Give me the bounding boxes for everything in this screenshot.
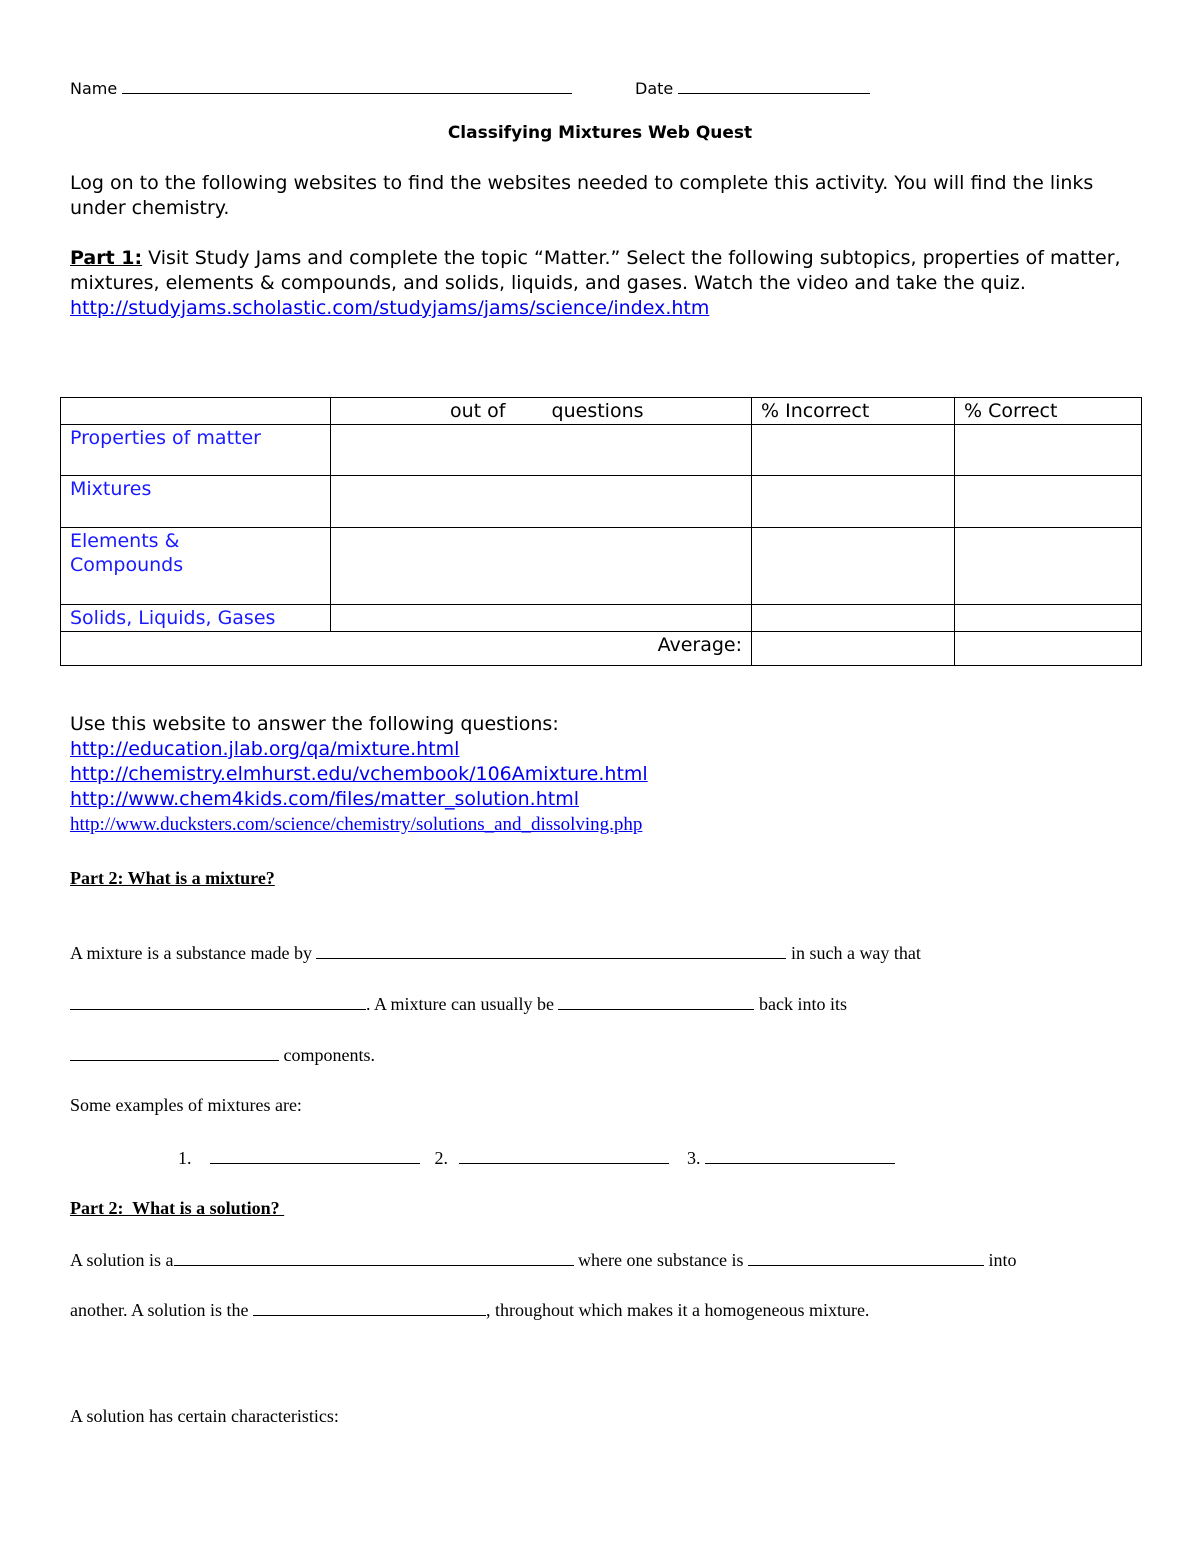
part2-mixture-heading: Part 2: What is a mixture?	[70, 868, 275, 888]
table-row	[61, 605, 1142, 632]
correct-input-cell[interactable]	[955, 528, 1142, 605]
example-number-1: 1.	[178, 1148, 192, 1168]
col-correct: % Correct	[955, 398, 1142, 425]
part2-solution-heading: Part 2: What is a solution?	[70, 1198, 285, 1218]
resources-intro: Use this website to answer the following questions:	[70, 713, 559, 735]
jlab-link[interactable]: http://education.jlab.org/qa/mixture.html	[70, 738, 460, 760]
example-blank-2[interactable]	[459, 1145, 669, 1164]
solution-line-1-start: A solution is a	[70, 1250, 174, 1270]
average-correct-cell[interactable]	[955, 632, 1142, 666]
table-cell	[61, 398, 331, 425]
solution-blank-2[interactable]	[748, 1247, 984, 1266]
date-line	[635, 75, 870, 98]
name-field[interactable]	[122, 75, 572, 94]
correct-input-cell[interactable]	[955, 425, 1142, 476]
table-row	[61, 425, 1142, 476]
example-blank-3[interactable]	[705, 1145, 895, 1164]
score-input-cell[interactable]	[331, 528, 752, 605]
examples-list	[178, 1145, 895, 1170]
solution-line-2-end: , throughout which makes it a homogeneous mixture.	[486, 1300, 870, 1320]
mixture-blank-4[interactable]	[70, 1042, 279, 1061]
mixture-blank-3[interactable]	[558, 991, 754, 1010]
example-number-3: 3.	[687, 1148, 701, 1168]
mixture-line-2-middle: . A mixture can usually be	[366, 994, 554, 1014]
incorrect-input-cell[interactable]	[752, 476, 955, 528]
solution-line-1-middle: where one substance is	[578, 1250, 744, 1270]
example-blank-1[interactable]	[210, 1145, 420, 1164]
intro-text: Log on to the following websites to find the websites needed to complete this activity. You will find the links under chemistry.	[70, 172, 1094, 219]
part1-instructions	[70, 246, 1140, 321]
part1-text: Visit Study Jams and complete the topic “Matter.” Select the following subtopics, properties of matter, mixtures, elements & compounds, and solids, liquids, and gases. Watch the video and take the quiz.	[70, 247, 1121, 294]
date-field[interactable]	[678, 75, 870, 94]
col-incorrect: % Incorrect	[752, 398, 955, 425]
name-label: Name	[70, 79, 118, 98]
elmhurst-link[interactable]: http://chemistry.elmhurst.edu/vchembook/106Amixture.html	[70, 763, 648, 785]
score-input-cell[interactable]	[331, 425, 752, 476]
mixture-line-1	[70, 940, 921, 965]
quiz-results-table	[60, 397, 1142, 666]
example-number-2: 2.	[434, 1148, 448, 1168]
correct-input-cell[interactable]	[955, 476, 1142, 528]
table-header-row	[61, 398, 1142, 425]
resources-section	[70, 712, 1140, 837]
mixture-blank-1[interactable]	[316, 940, 786, 959]
mixture-line-2	[70, 991, 847, 1016]
score-input-cell[interactable]	[331, 605, 752, 632]
col-out-of: out of	[450, 400, 506, 422]
topic-mixtures: Mixtures	[61, 476, 331, 528]
page-title: Classifying Mixtures Web Quest	[447, 123, 753, 143]
incorrect-input-cell[interactable]	[752, 425, 955, 476]
table-row	[61, 528, 1142, 605]
incorrect-input-cell[interactable]	[752, 605, 955, 632]
solution-blank-1[interactable]	[174, 1247, 574, 1266]
name-line	[70, 75, 572, 98]
date-label: Date	[635, 79, 674, 98]
average-row	[61, 632, 1142, 666]
mixture-line-3-end: components.	[283, 1045, 375, 1065]
part1-heading: Part 1:	[70, 247, 143, 269]
table-row	[61, 476, 1142, 528]
mixture-line-1-start: A mixture is a substance made by	[70, 943, 312, 963]
score-input-cell[interactable]	[331, 476, 752, 528]
solution-line-2-start: another. A solution is the	[70, 1300, 249, 1320]
topic-solids-liquids-gases: Solids, Liquids, Gases	[61, 605, 331, 632]
mixture-line-2-end: back into its	[758, 994, 847, 1014]
mixture-line-1-end: in such a way that	[790, 943, 921, 963]
solution-characteristics: A solution has certain characteristics:	[70, 1406, 339, 1426]
mixture-line-3	[70, 1042, 375, 1067]
topic-elements-compounds	[61, 528, 331, 605]
incorrect-input-cell[interactable]	[752, 528, 955, 605]
average-incorrect-cell[interactable]	[752, 632, 955, 666]
solution-line-1-end: into	[988, 1250, 1017, 1270]
solution-line-1	[70, 1247, 1016, 1272]
examples-label: Some examples of mixtures are:	[70, 1095, 302, 1115]
average-label: Average:	[61, 632, 752, 666]
chem4kids-link[interactable]: http://www.chem4kids.com/files/matter_solution.html	[70, 788, 580, 810]
studyjams-link[interactable]: http://studyjams.scholastic.com/studyjams/jams/science/index.htm	[70, 297, 710, 319]
col-questions: questions	[551, 400, 644, 422]
topic-properties-of-matter: Properties of matter	[61, 425, 331, 476]
solution-blank-3[interactable]	[253, 1297, 486, 1316]
correct-input-cell[interactable]	[955, 605, 1142, 632]
topic-elements-compounds-label: Elements & Compounds	[70, 530, 184, 576]
table-header-cell	[331, 398, 752, 425]
solution-line-2	[70, 1297, 869, 1322]
ducksters-link[interactable]: http://www.ducksters.com/science/chemistry/solutions_and_dissolving.php	[70, 814, 643, 835]
mixture-blank-2[interactable]	[70, 991, 366, 1010]
